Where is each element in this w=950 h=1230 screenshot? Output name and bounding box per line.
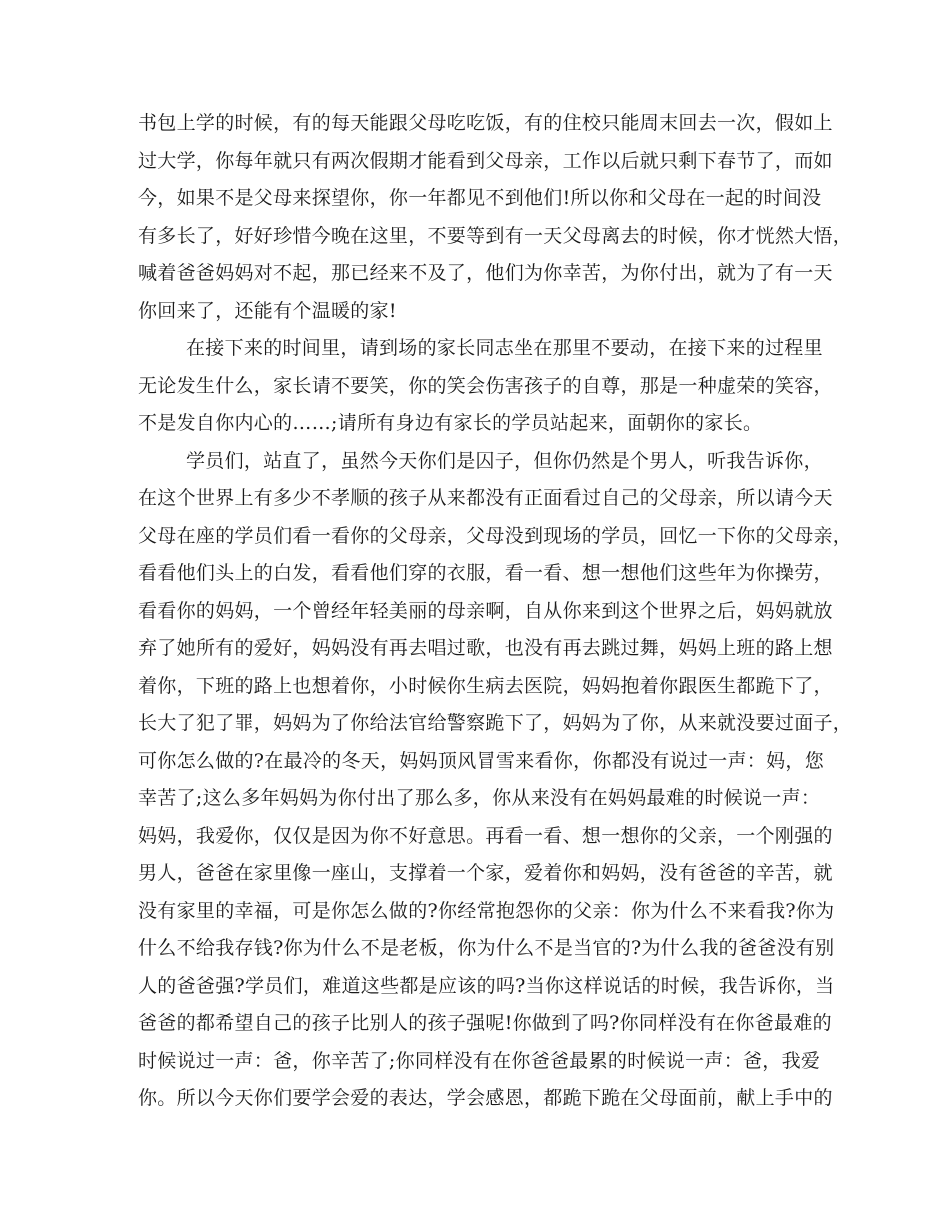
text-line: 可你怎么做的?在最冷的冬天，妈妈顶风冒雪来看你，你都没有说过一声：妈，您 bbox=[138, 749, 824, 772]
text-line: 不是发自你内心的……;请所有身边有家长的学员站起来，面朝你的家长。 bbox=[138, 412, 763, 434]
text-line: 长大了犯了罪，妈妈为了你给法官给警察跪下了，妈妈为了你，从来就没要过面子， bbox=[138, 712, 853, 734]
text-line: 时候说过一声：爸，你辛苦了;你同样没有在你爸爸最累的时候说一声：爸，我爱 bbox=[138, 1049, 821, 1072]
text-line: 在这个世界上有多少不孝顺的孩子从来都没有正面看过自己的父母亲，所以请今天 bbox=[138, 487, 833, 509]
text-line: 看看他们头上的白发，看看他们穿的衣服，看一看、想一想他们这些年为你操劳， bbox=[138, 562, 833, 584]
text-line: 爸爸的都希望自己的孩子比别人的孩子强呢!你做到了吗?你同样没有在你爸最难的 bbox=[138, 1012, 832, 1034]
text-line: 今，如果不是父母来探望你，你一年都见不到他们!所以你和父母在一起的时间没 bbox=[138, 187, 822, 209]
text-line: 书包上学的时候，有的每天能跟父母吃吃饭，有的住校只能周末回去一次，假如上 bbox=[138, 112, 833, 134]
text-line: 父母在座的学员们看一看你的父母亲，父母没到现场的学员，回忆一下你的父母亲， bbox=[138, 524, 853, 547]
text-line: 在接下来的时间里，请到场的家长同志坐在那里不要动，在接下来的过程里 bbox=[186, 337, 823, 359]
body-text bbox=[138, 112, 853, 1127]
text-line: 妈妈，我爱你，仅仅是因为你不好意思。再看一看、想一想你的父亲，一个刚强的 bbox=[138, 824, 833, 847]
text-line: 你回来了，还能有个温暖的家! bbox=[138, 299, 397, 322]
text-line: 没有家里的幸福，可是你怎么做的?你经常抱怨你的父亲：你为什么不来看我?你为 bbox=[138, 899, 835, 922]
text-line: 人的爸爸强?学员们，难道这些都是应该的吗?当你这样说话的时候，我告诉你，当 bbox=[138, 974, 835, 997]
text-line: 学员们，站直了，虽然今天你们是囚子，但你仍然是个男人，听我告诉你， bbox=[186, 449, 823, 472]
text-line: 着你，下班的路上也想着你，小时候你生病去医院，妈妈抱着你跟医生都跪下了， bbox=[138, 674, 833, 697]
text-line: 看看你的妈妈，一个曾经年轻美丽的母亲啊，自从你来到这个世界之后，妈妈就放 bbox=[138, 599, 833, 622]
text-line: 无论发生什么，家长请不要笑，你的笑会伤害孩子的自尊，那是一种虚荣的笑容， bbox=[138, 374, 833, 397]
text-line: 男人，爸爸在家里像一座山，支撑着一个家，爱着你和妈妈，没有爸爸的辛苦，就 bbox=[138, 862, 833, 884]
text-line: 幸苦了;这么多年妈妈为你付出了那么多，你从来没有在妈妈最难的时候说一声： bbox=[138, 787, 821, 809]
text-line: 你。所以今天你们要学会爱的表达，学会感恩，都跪下跪在父母面前，献上手中的 bbox=[138, 1087, 833, 1109]
text-line: 有多长了，好好珍惜今晚在这里，不要等到有一天父母离去的时候，你才恍然大悟， bbox=[138, 224, 853, 247]
text-line: 什么不给我存钱?你为什么不是老板，你为什么不是当官的?为什么我的爸爸没有别 bbox=[138, 937, 835, 959]
text-line: 喊着爸爸妈妈对不起，那已经来不及了，他们为你幸苦，为你付出，就为了有一天 bbox=[138, 262, 833, 284]
text-line: 弃了她所有的爱好，妈妈没有再去唱过歌，也没有再去跳过舞，妈妈上班的路上想 bbox=[138, 637, 833, 659]
text-line: 过大学，你每年就只有两次假期才能看到父母亲，工作以后就只剩下春节了，而如 bbox=[138, 149, 833, 172]
